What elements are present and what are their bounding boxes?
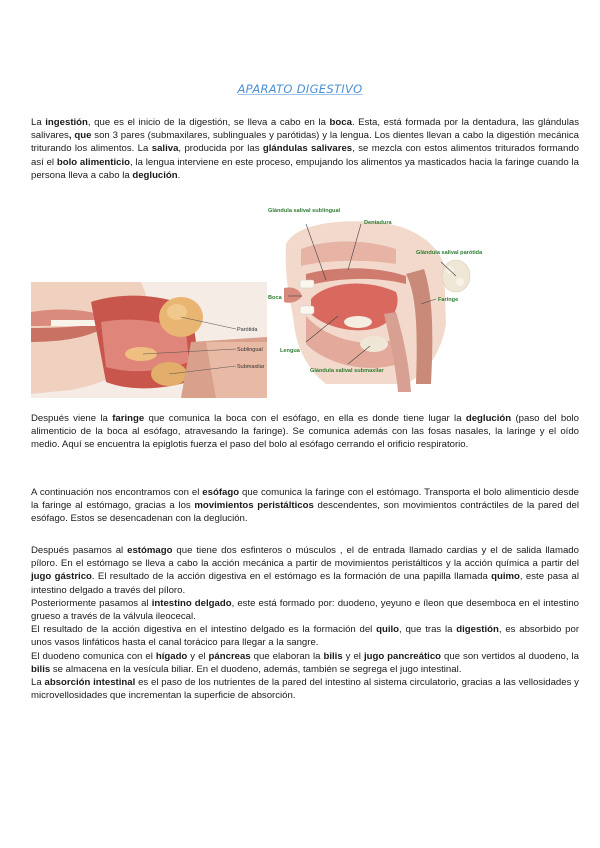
- label-sublingual: Sublingual: [237, 347, 263, 353]
- paragraph-boca: La ingestión, que es el inicio de la digestión, se lleva a cabo en la boca. Esta, está formada por la dentadura, las glándulas salivares, que son 3 pares (submaxilares, sublinguales y parótidas) y la lengua. Los dientes llevan a cabo la digestión mecánica triturando los alimentos. La saliva, producida por las glándulas salivares, se mezcla con estos alimentos triturados formando así el bolo alimenticio, la lengua interviene en este proceso, empujando los alimentos ya masticados hacia la faringe cuando la persona lleva a cabo la deglución.: [31, 117, 580, 181]
- label-glandula-parotida: Glándula salival parótida: [416, 250, 483, 256]
- mouth-section-diagram: [266, 204, 506, 394]
- paragraph-faringe: Después viene la faringe que comunica la boca con el esófago, en ella es donde tiene lugar la deglución (paso del bolo alimenticio de la boca al esófago, atravesando la faringe). Se comunica además con las fosas nasales, la laringe y el oído medio. Aquí se encuentra la epiglotis fuerza el paso del bolo al esófago cerrando el orificio respiratorio.: [31, 413, 580, 451]
- label-submaxilar: Submaxilar: [237, 364, 265, 370]
- label-glandula-sublingual: Glándula salival sublingual: [268, 208, 341, 214]
- paragraph-esofago: A continuación nos encontramos con el esófago que comunica la faringe con el estómago. Transporta el bolo alimenticio desde la faringe al estómago, gracias a los movimientos peristálticos descendentes, son movimientos contráctiles de la pared del esófago. Estos se desencadenan con la deglución.: [31, 487, 580, 525]
- label-boca: Boca: [268, 295, 282, 301]
- label-lengua: Lengua: [280, 348, 300, 354]
- label-glandula-submaxilar: Glándula salival submaxilar: [310, 368, 384, 374]
- paragraph-estomago-intestino: Después pasamos al estómago que tiene dos esfinteros o músculos , el de entrada llamado cardias y el de salida llamado píloro. En el estómago se lleva a cabo la acción mecánica a partir de movimientos peristálticos y la acción química a partir del jugo gástrico. El resultado de la acción digestiva en el estómago es la formación de una papilla llamada quimo, este pasa al intestino delgado a través del píloro. Posteriormente pasamos al intestino delgado, este está formado por: duodeno, yeyuno e íleon que desemboca en el intestino grueso a través de la válvula ileocecal. El resultado de la acción digestiva en el intestino delgado es la formación del quilo, que tras la digestión, es absorbido por unos vasos linfáticos hasta el canal torácico para llegar a la sangre. El duodeno comunica con el hígado y el páncreas que elaboran la bilis y el jugo pancreático que son vertidos al duodeno, la bilis se almacena en la vesícula biliar. En el duodeno, además, también se segrega el jugo intestinal. La absorción intestinal es el paso de los nutrientes de la pared del intestino al sistema circulatorio, gracias a las vellosidades y microvellosidades que incrementan la superficie de absorción.: [31, 545, 580, 702]
- label-parotida: Parótida: [237, 327, 258, 333]
- salivary-glands-illustration: [31, 282, 267, 398]
- label-faringe: Faringe: [438, 297, 459, 303]
- label-dentadura: Dentadura: [364, 220, 392, 226]
- page-title: APARATO DIGESTIVO: [237, 82, 363, 96]
